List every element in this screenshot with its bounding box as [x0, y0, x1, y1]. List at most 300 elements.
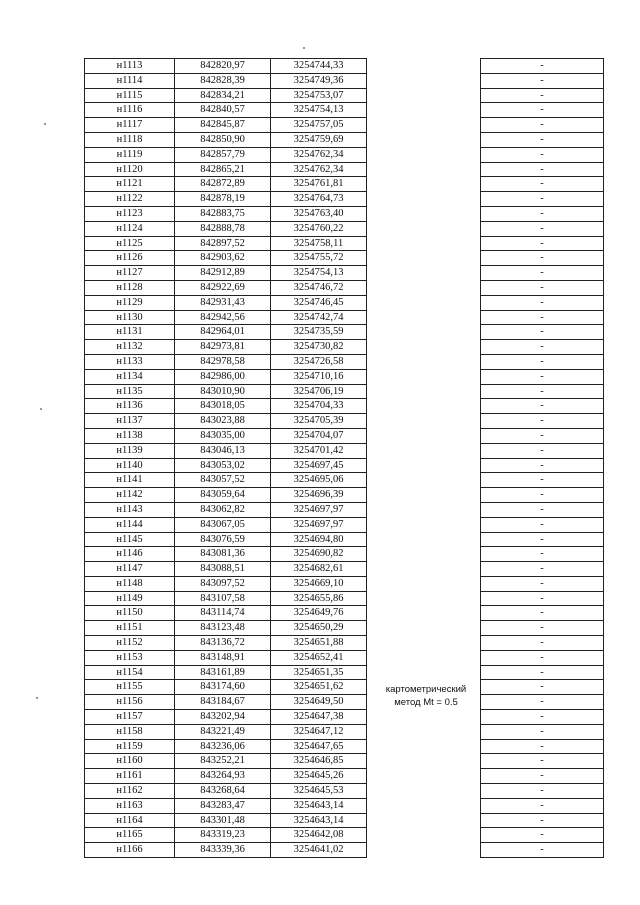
y-coordinate-cell: 3254641,02: [271, 843, 367, 858]
y-coordinate-cell: 3254754,13: [271, 103, 367, 118]
x-coordinate-cell: 842883,75: [175, 206, 271, 221]
table-row: [85, 206, 367, 221]
table-row: [85, 443, 367, 458]
table-row: [85, 428, 367, 443]
accuracy-cell: -: [481, 532, 604, 547]
x-coordinate-cell: 843062,82: [175, 502, 271, 517]
table-row: [85, 59, 367, 74]
accuracy-cell: -: [481, 517, 604, 532]
x-coordinate-cell: 843202,94: [175, 710, 271, 725]
table-row: [481, 162, 604, 177]
y-coordinate-cell: 3254742,74: [271, 310, 367, 325]
y-coordinate-cell: 3254704,33: [271, 399, 367, 414]
point-id-cell: н1136: [85, 399, 175, 414]
table-row: [85, 221, 367, 236]
accuracy-cell: -: [481, 221, 604, 236]
accuracy-cell: -: [481, 384, 604, 399]
point-id-cell: н1132: [85, 340, 175, 355]
y-coordinate-cell: 3254652,41: [271, 650, 367, 665]
table-row: [481, 369, 604, 384]
scan-speck: [44, 123, 46, 125]
x-coordinate-cell: 843018,05: [175, 399, 271, 414]
point-id-cell: н1117: [85, 118, 175, 133]
table-row: [85, 414, 367, 429]
x-coordinate-cell: 843067,05: [175, 517, 271, 532]
accuracy-cell: -: [481, 325, 604, 340]
point-id-cell: н1138: [85, 428, 175, 443]
point-id-cell: н1153: [85, 650, 175, 665]
y-coordinate-cell: 3254696,39: [271, 488, 367, 503]
table-row: [85, 695, 367, 710]
table-row: [481, 266, 604, 281]
y-coordinate-cell: 3254746,45: [271, 295, 367, 310]
table-row: [85, 325, 367, 340]
point-id-cell: н1128: [85, 280, 175, 295]
scan-speck: [303, 47, 305, 49]
y-coordinate-cell: 3254645,53: [271, 784, 367, 799]
table-row: [481, 399, 604, 414]
table-row: [85, 192, 367, 207]
table-row: [85, 118, 367, 133]
table-row: [481, 784, 604, 799]
table-row: [85, 710, 367, 725]
table-row: [481, 843, 604, 858]
table-row: [481, 59, 604, 74]
table-row: [85, 606, 367, 621]
point-id-cell: н1131: [85, 325, 175, 340]
y-coordinate-cell: 3254735,59: [271, 325, 367, 340]
y-coordinate-cell: 3254749,36: [271, 73, 367, 88]
x-coordinate-cell: 843046,13: [175, 443, 271, 458]
x-coordinate-cell: 842922,69: [175, 280, 271, 295]
table-row: [85, 532, 367, 547]
accuracy-table: [480, 58, 604, 858]
accuracy-cell: -: [481, 354, 604, 369]
point-id-cell: н1142: [85, 488, 175, 503]
table-row: [85, 266, 367, 281]
table-row: [481, 710, 604, 725]
table-row: [85, 547, 367, 562]
table-row: [481, 340, 604, 355]
y-coordinate-cell: 3254762,34: [271, 162, 367, 177]
table-row: [481, 132, 604, 147]
x-coordinate-cell: 842857,79: [175, 147, 271, 162]
point-id-cell: н1147: [85, 562, 175, 577]
x-coordinate-cell: 843184,67: [175, 695, 271, 710]
point-id-cell: н1148: [85, 576, 175, 591]
accuracy-cell: -: [481, 724, 604, 739]
x-coordinate-cell: 842888,78: [175, 221, 271, 236]
table-row: [85, 784, 367, 799]
accuracy-cell: -: [481, 813, 604, 828]
table-row: [481, 236, 604, 251]
y-coordinate-cell: 3254744,33: [271, 59, 367, 74]
x-coordinate-cell: 843319,23: [175, 828, 271, 843]
y-coordinate-cell: 3254701,42: [271, 443, 367, 458]
method-note-line2: метод Mt = 0.5: [394, 697, 458, 708]
accuracy-cell: -: [481, 606, 604, 621]
y-coordinate-cell: 3254704,07: [271, 428, 367, 443]
y-coordinate-cell: 3254694,80: [271, 532, 367, 547]
x-coordinate-cell: 842912,89: [175, 266, 271, 281]
accuracy-cell: -: [481, 798, 604, 813]
x-coordinate-cell: 843057,52: [175, 473, 271, 488]
table-row: [481, 73, 604, 88]
x-coordinate-cell: 843339,36: [175, 843, 271, 858]
point-id-cell: н1165: [85, 828, 175, 843]
table-row: [85, 798, 367, 813]
table-row: [481, 769, 604, 784]
table-row: [481, 325, 604, 340]
x-coordinate-cell: 842850,90: [175, 132, 271, 147]
x-coordinate-cell: 843088,51: [175, 562, 271, 577]
point-id-cell: н1124: [85, 221, 175, 236]
accuracy-cell: -: [481, 251, 604, 266]
point-id-cell: н1149: [85, 591, 175, 606]
point-id-cell: н1120: [85, 162, 175, 177]
y-coordinate-cell: 3254651,88: [271, 636, 367, 651]
accuracy-cell: -: [481, 828, 604, 843]
x-coordinate-cell: 843136,72: [175, 636, 271, 651]
x-coordinate-cell: 842903,62: [175, 251, 271, 266]
table-row: [85, 310, 367, 325]
point-id-cell: н1159: [85, 739, 175, 754]
table-row: [85, 295, 367, 310]
table-row: [85, 665, 367, 680]
y-coordinate-cell: 3254647,65: [271, 739, 367, 754]
point-id-cell: н1137: [85, 414, 175, 429]
point-id-cell: н1140: [85, 458, 175, 473]
accuracy-cell: -: [481, 473, 604, 488]
method-note: [372, 683, 480, 709]
y-coordinate-cell: 3254649,76: [271, 606, 367, 621]
table-row: [85, 517, 367, 532]
accuracy-cell: -: [481, 177, 604, 192]
point-id-cell: н1162: [85, 784, 175, 799]
y-coordinate-cell: 3254695,06: [271, 473, 367, 488]
point-id-cell: н1127: [85, 266, 175, 281]
accuracy-cell: -: [481, 399, 604, 414]
table-row: [481, 517, 604, 532]
y-coordinate-cell: 3254650,29: [271, 621, 367, 636]
y-coordinate-cell: 3254646,85: [271, 754, 367, 769]
point-id-cell: н1161: [85, 769, 175, 784]
table-row: [481, 621, 604, 636]
point-id-cell: н1114: [85, 73, 175, 88]
point-id-cell: н1122: [85, 192, 175, 207]
table-row: [481, 547, 604, 562]
table-row: [481, 280, 604, 295]
table-row: [481, 591, 604, 606]
table-row: [85, 473, 367, 488]
table-row: [481, 221, 604, 236]
table-row: [481, 206, 604, 221]
x-coordinate-cell: 842978,58: [175, 354, 271, 369]
table-row: [85, 724, 367, 739]
accuracy-cell: -: [481, 784, 604, 799]
accuracy-cell: -: [481, 340, 604, 355]
x-coordinate-cell: 842964,01: [175, 325, 271, 340]
x-coordinate-cell: 842872,89: [175, 177, 271, 192]
y-coordinate-cell: 3254706,19: [271, 384, 367, 399]
table-row: [481, 724, 604, 739]
accuracy-cell: -: [481, 428, 604, 443]
y-coordinate-cell: 3254643,14: [271, 798, 367, 813]
accuracy-cell: -: [481, 162, 604, 177]
table-row: [85, 769, 367, 784]
x-coordinate-cell: 843114,74: [175, 606, 271, 621]
x-coordinate-cell: 843161,89: [175, 665, 271, 680]
table-row: [85, 354, 367, 369]
point-id-cell: н1145: [85, 532, 175, 547]
table-row: [481, 414, 604, 429]
y-coordinate-cell: 3254697,97: [271, 517, 367, 532]
table-row: [481, 147, 604, 162]
x-coordinate-cell: 843221,49: [175, 724, 271, 739]
point-id-cell: н1155: [85, 680, 175, 695]
x-coordinate-cell: 843023,88: [175, 414, 271, 429]
table-row: [481, 103, 604, 118]
table-row: [85, 103, 367, 118]
accuracy-cell: -: [481, 59, 604, 74]
table-row: [481, 532, 604, 547]
x-coordinate-cell: 842865,21: [175, 162, 271, 177]
point-id-cell: н1151: [85, 621, 175, 636]
x-coordinate-cell: 843301,48: [175, 813, 271, 828]
accuracy-cell: -: [481, 443, 604, 458]
table-row: [85, 147, 367, 162]
table-row: [481, 739, 604, 754]
y-coordinate-cell: 3254757,05: [271, 118, 367, 133]
table-row: [85, 739, 367, 754]
table-row: [85, 369, 367, 384]
accuracy-cell: -: [481, 591, 604, 606]
table-row: [85, 843, 367, 858]
point-id-cell: н1163: [85, 798, 175, 813]
table-row: [481, 458, 604, 473]
accuracy-cell: -: [481, 118, 604, 133]
table-row: [481, 502, 604, 517]
table-row: [85, 502, 367, 517]
y-coordinate-cell: 3254764,73: [271, 192, 367, 207]
table-row: [85, 591, 367, 606]
accuracy-cell: -: [481, 236, 604, 251]
table-row: [85, 828, 367, 843]
y-coordinate-cell: 3254760,22: [271, 221, 367, 236]
y-coordinate-cell: 3254762,34: [271, 147, 367, 162]
table-row: [85, 813, 367, 828]
table-row: [85, 576, 367, 591]
table-row: [481, 606, 604, 621]
point-id-cell: н1157: [85, 710, 175, 725]
scan-speck: [40, 408, 42, 410]
point-id-cell: н1125: [85, 236, 175, 251]
table-row: [85, 280, 367, 295]
y-coordinate-cell: 3254649,50: [271, 695, 367, 710]
table-row: [481, 754, 604, 769]
point-id-cell: н1134: [85, 369, 175, 384]
scan-speck: [36, 697, 38, 699]
accuracy-cell: -: [481, 650, 604, 665]
accuracy-cell: -: [481, 502, 604, 517]
table-row: [481, 680, 604, 695]
x-coordinate-cell: 843252,21: [175, 754, 271, 769]
point-id-cell: н1146: [85, 547, 175, 562]
y-coordinate-cell: 3254755,72: [271, 251, 367, 266]
table-row: [85, 132, 367, 147]
accuracy-cell: -: [481, 369, 604, 384]
table-row: [85, 251, 367, 266]
y-coordinate-cell: 3254746,72: [271, 280, 367, 295]
table-row: [85, 636, 367, 651]
y-coordinate-cell: 3254761,81: [271, 177, 367, 192]
point-id-cell: н1121: [85, 177, 175, 192]
point-id-cell: н1152: [85, 636, 175, 651]
x-coordinate-cell: 843236,06: [175, 739, 271, 754]
x-coordinate-cell: 843123,48: [175, 621, 271, 636]
table-row: [481, 813, 604, 828]
method-note-line1: картометрический: [385, 684, 467, 695]
accuracy-cell: -: [481, 488, 604, 503]
point-id-cell: н1129: [85, 295, 175, 310]
accuracy-cell: -: [481, 739, 604, 754]
accuracy-cell: -: [481, 621, 604, 636]
table-row: [481, 295, 604, 310]
point-id-cell: н1144: [85, 517, 175, 532]
table-row: [85, 384, 367, 399]
x-coordinate-cell: 842840,57: [175, 103, 271, 118]
point-id-cell: н1143: [85, 502, 175, 517]
table-row: [481, 310, 604, 325]
table-row: [481, 562, 604, 577]
y-coordinate-cell: 3254647,38: [271, 710, 367, 725]
accuracy-cell: -: [481, 266, 604, 281]
x-coordinate-cell: 843035,00: [175, 428, 271, 443]
point-id-cell: н1119: [85, 147, 175, 162]
table-row: [85, 162, 367, 177]
y-coordinate-cell: 3254690,82: [271, 547, 367, 562]
table-row: [481, 251, 604, 266]
x-coordinate-cell: 843010,90: [175, 384, 271, 399]
point-id-cell: н1154: [85, 665, 175, 680]
coordinates-table-body: [85, 59, 367, 858]
x-coordinate-cell: 843097,52: [175, 576, 271, 591]
y-coordinate-cell: 3254705,39: [271, 414, 367, 429]
accuracy-cell: -: [481, 562, 604, 577]
x-coordinate-cell: 842828,39: [175, 73, 271, 88]
table-row: [85, 73, 367, 88]
x-coordinate-cell: 842931,43: [175, 295, 271, 310]
y-coordinate-cell: 3254753,07: [271, 88, 367, 103]
accuracy-cell: -: [481, 192, 604, 207]
y-coordinate-cell: 3254763,40: [271, 206, 367, 221]
table-row: [481, 428, 604, 443]
table-row: [85, 177, 367, 192]
y-coordinate-cell: 3254710,16: [271, 369, 367, 384]
table-row: [481, 118, 604, 133]
table-row: [85, 488, 367, 503]
table-row: [85, 621, 367, 636]
accuracy-cell: -: [481, 73, 604, 88]
x-coordinate-cell: 843268,64: [175, 784, 271, 799]
table-row: [481, 88, 604, 103]
accuracy-cell: -: [481, 103, 604, 118]
x-coordinate-cell: 843283,47: [175, 798, 271, 813]
accuracy-cell: -: [481, 88, 604, 103]
accuracy-cell: -: [481, 414, 604, 429]
y-coordinate-cell: 3254697,97: [271, 502, 367, 517]
x-coordinate-cell: 843107,58: [175, 591, 271, 606]
table-row: [481, 828, 604, 843]
table-row: [481, 354, 604, 369]
y-coordinate-cell: 3254643,14: [271, 813, 367, 828]
accuracy-cell: -: [481, 710, 604, 725]
accuracy-cell: -: [481, 754, 604, 769]
point-id-cell: н1123: [85, 206, 175, 221]
table-row: [481, 665, 604, 680]
x-coordinate-cell: 843053,02: [175, 458, 271, 473]
accuracy-cell: -: [481, 458, 604, 473]
accuracy-cell: -: [481, 843, 604, 858]
accuracy-cell: -: [481, 547, 604, 562]
y-coordinate-cell: 3254647,12: [271, 724, 367, 739]
point-id-cell: н1113: [85, 59, 175, 74]
point-id-cell: н1160: [85, 754, 175, 769]
point-id-cell: н1156: [85, 695, 175, 710]
y-coordinate-cell: 3254669,10: [271, 576, 367, 591]
table-row: [481, 488, 604, 503]
table-row: [481, 798, 604, 813]
y-coordinate-cell: 3254651,35: [271, 665, 367, 680]
x-coordinate-cell: 843148,91: [175, 650, 271, 665]
table-row: [85, 680, 367, 695]
y-coordinate-cell: 3254655,86: [271, 591, 367, 606]
table-row: [85, 340, 367, 355]
accuracy-cell: -: [481, 310, 604, 325]
table-row: [481, 473, 604, 488]
point-id-cell: н1133: [85, 354, 175, 369]
accuracy-cell: -: [481, 695, 604, 710]
accuracy-cell: -: [481, 147, 604, 162]
accuracy-cell: -: [481, 769, 604, 784]
table-row: [481, 384, 604, 399]
accuracy-cell: -: [481, 636, 604, 651]
point-id-cell: н1150: [85, 606, 175, 621]
point-id-cell: н1116: [85, 103, 175, 118]
x-coordinate-cell: 842834,21: [175, 88, 271, 103]
table-row: [85, 754, 367, 769]
x-coordinate-cell: 842897,52: [175, 236, 271, 251]
table-row: [85, 88, 367, 103]
point-id-cell: н1126: [85, 251, 175, 266]
y-coordinate-cell: 3254754,13: [271, 266, 367, 281]
y-coordinate-cell: 3254682,61: [271, 562, 367, 577]
accuracy-cell: -: [481, 576, 604, 591]
y-coordinate-cell: 3254651,62: [271, 680, 367, 695]
point-id-cell: н1141: [85, 473, 175, 488]
point-id-cell: н1158: [85, 724, 175, 739]
y-coordinate-cell: 3254645,26: [271, 769, 367, 784]
y-coordinate-cell: 3254642,08: [271, 828, 367, 843]
accuracy-cell: -: [481, 295, 604, 310]
point-id-cell: н1115: [85, 88, 175, 103]
accuracy-cell: -: [481, 680, 604, 695]
accuracy-table-body: [481, 59, 604, 858]
x-coordinate-cell: 843264,93: [175, 769, 271, 784]
table-row: [85, 399, 367, 414]
x-coordinate-cell: 842942,56: [175, 310, 271, 325]
y-coordinate-cell: 3254759,69: [271, 132, 367, 147]
